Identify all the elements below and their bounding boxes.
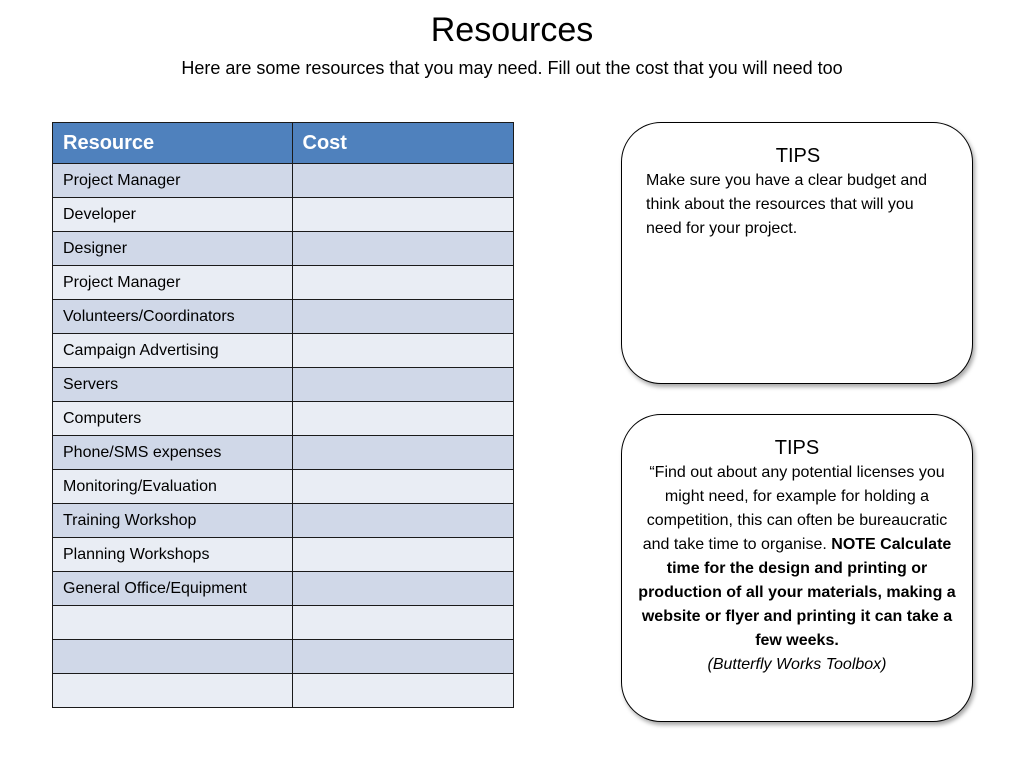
tips-paragraph [638, 461, 956, 653]
table-row [53, 606, 514, 640]
resource-cell: Developer [53, 198, 293, 232]
cost-cell[interactable] [292, 504, 513, 538]
resource-cell: Training Workshop [53, 504, 293, 538]
table-row [53, 266, 514, 300]
resource-cell: Servers [53, 368, 293, 402]
table-row [53, 640, 514, 674]
cost-cell[interactable] [292, 674, 513, 708]
cost-cell[interactable] [292, 538, 513, 572]
tips-text: Make sure you have a clear budget and think about the resources that will you need for your project. [646, 172, 928, 237]
table-header-row [53, 123, 514, 164]
table-row [53, 436, 514, 470]
table-body [53, 164, 514, 708]
resource-cell: Campaign Advertising [53, 334, 293, 368]
tips-source: (Butterfly Works Toolbox) [707, 656, 887, 673]
tips-heading: TIPS [774, 437, 820, 459]
resource-cell: General Office/Equipment [53, 572, 293, 606]
resource-table [52, 122, 514, 708]
table-row [53, 538, 514, 572]
resource-cell: Phone/SMS expenses [53, 436, 293, 470]
cost-cell[interactable] [292, 368, 513, 402]
cost-cell[interactable] [292, 606, 513, 640]
page-subtitle: Here are some resources that you may need. Fill out the cost that you will need too [181, 58, 843, 78]
table-row [53, 572, 514, 606]
cost-cell[interactable] [292, 232, 513, 266]
table-row [53, 368, 514, 402]
header-cost: Cost [292, 123, 513, 164]
tips-note: NOTE Calculate time for the design and printing or production of all your materials, making a website or flyer and printing it can take a few weeks. [638, 536, 956, 649]
table-row [53, 334, 514, 368]
cost-cell[interactable] [292, 334, 513, 368]
cost-cell[interactable] [292, 470, 513, 504]
table-row [53, 232, 514, 266]
table-row [53, 504, 514, 538]
table-row [53, 470, 514, 504]
tips-heading: TIPS [775, 145, 821, 167]
cost-cell[interactable] [292, 402, 513, 436]
resource-cell [53, 674, 293, 708]
table-row [53, 164, 514, 198]
resource-cell [53, 640, 293, 674]
resource-cell: Project Manager [53, 266, 293, 300]
cost-cell[interactable] [292, 266, 513, 300]
resource-cell: Computers [53, 402, 293, 436]
resource-cell [53, 606, 293, 640]
table-row [53, 402, 514, 436]
cost-cell[interactable] [292, 198, 513, 232]
cost-cell[interactable] [292, 436, 513, 470]
tips-box-budget [621, 122, 973, 384]
cost-cell[interactable] [292, 572, 513, 606]
page-title: Resources [430, 11, 594, 49]
tips-box-licenses [621, 414, 973, 722]
resource-cell: Project Manager [53, 164, 293, 198]
table-row [53, 300, 514, 334]
resource-cell: Volunteers/Coordinators [53, 300, 293, 334]
tips-text: “Find out about any potential licenses you might need, for example for holding a competition, this can often be bureaucratic and take time to organise. [642, 464, 948, 553]
header-resource: Resource [53, 123, 293, 164]
resource-cell: Monitoring/Evaluation [53, 470, 293, 504]
table-row [53, 198, 514, 232]
cost-cell[interactable] [292, 300, 513, 334]
resource-cell: Planning Workshops [53, 538, 293, 572]
cost-cell[interactable] [292, 640, 513, 674]
cost-cell[interactable] [292, 164, 513, 198]
table-row [53, 674, 514, 708]
resource-cell: Designer [53, 232, 293, 266]
